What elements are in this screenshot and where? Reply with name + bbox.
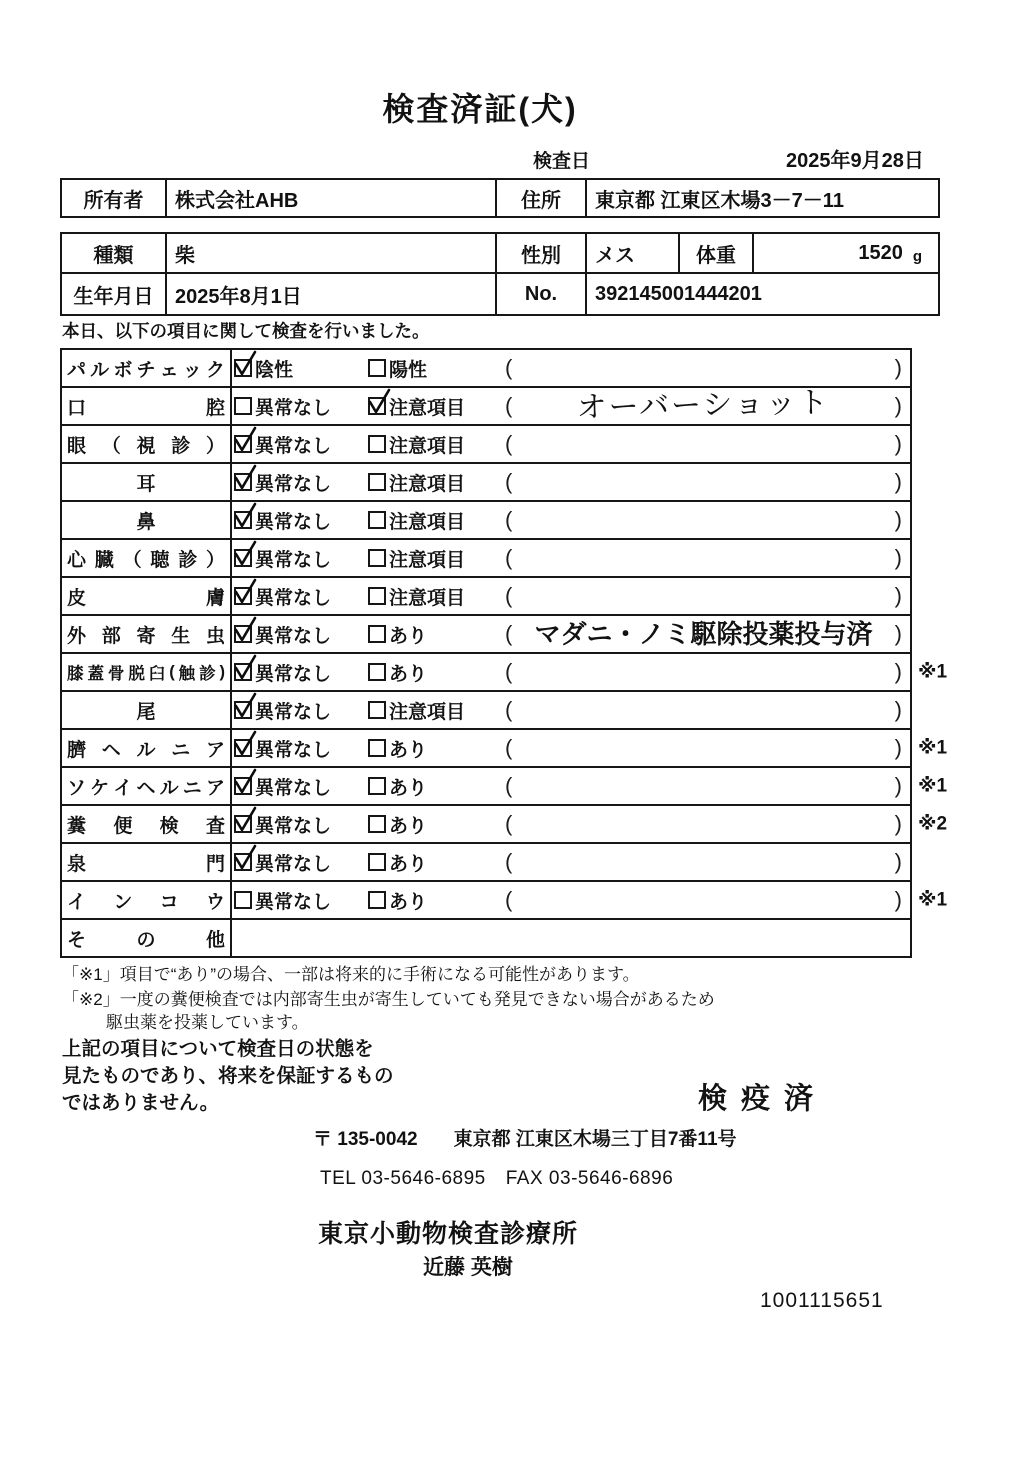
checklist-option-1 (234, 388, 331, 424)
sex-label: 性別 (497, 234, 587, 274)
checklist-option-1 (234, 350, 293, 386)
close-paren: ) (894, 849, 902, 874)
clinic-address-line (313, 1124, 737, 1151)
checklist-item-label: 外 部 寄 生 虫 (62, 616, 232, 652)
quarantine-stamp: 検疫済 (698, 1083, 828, 1115)
close-paren: ) (894, 355, 902, 380)
close-paren: ) (894, 431, 902, 456)
checklist-option-1 (234, 730, 331, 766)
close-paren: ) (894, 621, 902, 646)
option-2-text: 陽性 (389, 359, 428, 381)
note-text: オーバーショット (576, 386, 831, 425)
checklist-row (62, 920, 910, 958)
open-paren: ( (505, 735, 513, 760)
checklist-row (62, 730, 948, 768)
option-1-text: 異常なし (255, 587, 332, 609)
checklist-option-1 (234, 578, 331, 614)
breed-label: 種類 (62, 234, 167, 274)
checkbox-icon (368, 739, 386, 757)
birthdate-label: 生年月日 (62, 274, 167, 314)
checklist-option-2 (368, 540, 465, 576)
checklist-option-2 (368, 502, 465, 538)
weight-number: 1520 (858, 241, 903, 264)
checkbox-icon (234, 739, 252, 757)
footnote-1: 「※1」項目で“あり”の場合、一部は将来的に手術になる可能性があります。 (62, 965, 640, 984)
checklist-row (62, 768, 948, 806)
checklist-row (62, 540, 910, 578)
close-paren: ) (894, 659, 902, 684)
scan-artifact (0, 1418, 1013, 1468)
open-paren: ( (505, 431, 513, 456)
checklist-option-1 (234, 654, 331, 690)
close-paren: ) (894, 887, 902, 912)
close-paren: ) (894, 469, 902, 494)
note-area (505, 844, 902, 880)
open-paren: ( (505, 887, 513, 912)
note-area (505, 768, 902, 804)
option-2-text: あり (389, 663, 428, 685)
option-1-text: 異常なし (255, 739, 332, 761)
disclaimer-line-3: ではありません。 (62, 1092, 220, 1114)
checkbox-icon (368, 701, 386, 719)
checkbox-icon (234, 473, 252, 491)
checkbox-icon (234, 435, 252, 453)
close-paren: ) (894, 697, 902, 722)
checkbox-icon (368, 853, 386, 871)
checklist-option-2 (368, 844, 427, 880)
checklist-option-2 (368, 692, 465, 728)
note-area (505, 540, 902, 576)
option-2-text: 注意項目 (389, 587, 466, 609)
checklist-item-label: パ ル ボ チ ェ ッ ク (62, 350, 232, 386)
note-area (505, 692, 902, 728)
option-1-text: 異常なし (255, 435, 332, 457)
option-1-text: 異常なし (255, 891, 332, 913)
checklist-item-label: 耳 (62, 464, 232, 500)
checkbox-icon (368, 777, 386, 795)
checkbox-icon (368, 587, 386, 605)
reference-marker: ※2 (918, 813, 948, 835)
checklist-item-label: ソ ケ イ ヘ ル ニ ア (62, 768, 232, 804)
checklist-item-label: 臍 ヘ ル ニ ア (62, 730, 232, 766)
intro-text: 本日、以下の項目に関して検査を行いました。 (62, 321, 430, 341)
checklist-item-label: 皮 膚 (62, 578, 232, 614)
checklist-option-2 (368, 806, 427, 842)
note-area (505, 806, 902, 842)
checklist-item-label: 鼻 (62, 502, 232, 538)
close-paren: ) (894, 735, 902, 760)
option-2-text: 注意項目 (389, 701, 466, 723)
checklist-item-label: 口 腔 (62, 388, 232, 424)
owner-label: 所有者 (62, 180, 167, 216)
pet-info-table (60, 232, 940, 316)
weight-value (754, 234, 938, 274)
checklist-row (62, 388, 910, 426)
checkbox-icon (234, 359, 252, 377)
checkbox-icon (368, 891, 386, 909)
close-paren: ) (894, 545, 902, 570)
option-1-text: 異常なし (255, 473, 332, 495)
inspection-date-label: 検査日 (533, 151, 591, 172)
note-area (505, 578, 902, 614)
option-2-text: あり (389, 625, 428, 647)
checkbox-icon (234, 549, 252, 567)
checklist-row (62, 350, 910, 388)
option-1-text: 異常なし (255, 511, 332, 533)
checklist-item-label: 泉 門 (62, 844, 232, 880)
checkbox-icon (234, 853, 252, 871)
option-2-text: 注意項目 (389, 397, 466, 419)
inspection-date-value: 2025年9月28日 (786, 150, 924, 172)
open-paren: ( (505, 773, 513, 798)
note-area (505, 350, 902, 386)
checkbox-icon (368, 815, 386, 833)
disclaimer-text (62, 1036, 394, 1117)
clinic-postal-code: 〒 135-0042 (313, 1129, 418, 1150)
owner-value: 株式会社AHB (167, 180, 497, 216)
close-paren: ) (894, 507, 902, 532)
checkbox-icon (234, 891, 252, 909)
checklist-option-2 (368, 350, 427, 386)
checklist-item-label: 糞 便 検 査 (62, 806, 232, 842)
owner-address-label: 住所 (497, 180, 587, 216)
option-1-text: 異常なし (255, 663, 332, 685)
option-1-text: 異常なし (255, 815, 332, 837)
close-paren: ) (894, 583, 902, 608)
checkbox-icon (368, 625, 386, 643)
open-paren: ( (505, 507, 513, 532)
disclaimer-line-1: 上記の項目について検査日の状態を (62, 1038, 374, 1060)
checklist-option-2 (368, 768, 427, 804)
close-paren: ) (894, 393, 902, 418)
open-paren: ( (505, 469, 513, 494)
certificate-no-value: 392145001444201 (595, 282, 762, 305)
owner-address-value: 東京都 江東区木場3－7－11 (595, 189, 844, 212)
checklist-option-1 (234, 806, 331, 842)
option-1-text: 異常なし (255, 777, 332, 799)
checkbox-icon (234, 777, 252, 795)
checklist-option-2 (368, 730, 427, 766)
clinic-fax: FAX 03-5646-6896 (505, 1168, 674, 1189)
note-area (505, 464, 902, 500)
open-paren: ( (505, 393, 513, 418)
checklist-item-label: 尾 (62, 692, 232, 728)
clinic-tel: TEL 03-5646-6895 (320, 1168, 486, 1189)
open-paren: ( (505, 849, 513, 874)
checklist-row (62, 844, 910, 882)
checkbox-icon (234, 511, 252, 529)
note-area (505, 730, 902, 766)
open-paren: ( (505, 355, 513, 380)
owner-table (60, 178, 940, 218)
checklist-option-2 (368, 464, 465, 500)
birthdate-value: 2025年8月1日 (167, 274, 497, 314)
note-text: マダニ・ノミ駆除投薬投与済 (534, 619, 873, 649)
breed-value: 柴 (167, 234, 497, 274)
option-2-text: あり (389, 739, 428, 761)
note-area (505, 616, 902, 652)
page-title: 検査済証(犬) (382, 91, 578, 127)
checkbox-icon (368, 663, 386, 681)
checklist-option-2 (368, 616, 427, 652)
checklist-option-2 (368, 388, 465, 424)
certificate-serial-number: 1001115651 (760, 1289, 884, 1312)
checklist-option-2 (368, 578, 465, 614)
checklist-option-1 (234, 616, 331, 652)
option-1-text: 異常なし (255, 397, 332, 419)
option-2-text: あり (389, 815, 428, 837)
checkbox-icon (368, 473, 386, 491)
note-area (505, 502, 902, 538)
note-area (505, 654, 902, 690)
note-area (505, 426, 902, 462)
checklist-row (62, 502, 910, 540)
option-1-text: 異常なし (255, 625, 332, 647)
checkbox-icon (234, 397, 252, 415)
checklist-item-label: 心 臓 （ 聴 診 ） (62, 540, 232, 576)
checklist-option-1 (234, 426, 331, 462)
checklist-row (62, 616, 910, 654)
reference-marker: ※1 (918, 775, 948, 797)
open-paren: ( (505, 659, 513, 684)
reference-marker: ※1 (918, 737, 948, 759)
note-area (505, 388, 902, 424)
checklist-table (60, 348, 948, 958)
checklist-item-label: 眼 （ 視 診 ） (62, 426, 232, 462)
close-paren: ) (894, 773, 902, 798)
checklist-option-1 (234, 882, 331, 918)
weight-label: 体重 (680, 234, 754, 274)
checklist-option-1 (234, 692, 331, 728)
checkbox-icon (234, 625, 252, 643)
option-2-text: あり (389, 777, 428, 799)
checklist-row (62, 882, 948, 920)
reference-marker: ※1 (918, 889, 948, 911)
open-paren: ( (505, 811, 513, 836)
checkbox-icon (368, 397, 386, 415)
option-2-text: 注意項目 (389, 549, 466, 571)
checkbox-icon (234, 663, 252, 681)
clinic-phone-line (320, 1168, 673, 1190)
checklist-item-label: そ の 他 (62, 920, 232, 956)
disclaimer-line-2: 見たものであり、将来を保証するもの (62, 1065, 394, 1087)
checkbox-icon (368, 549, 386, 567)
footnote-2: 「※2」一度の糞便検査では内部寄生虫が寄生していても発見できない場合があるため (62, 990, 715, 1009)
close-paren: ) (894, 811, 902, 836)
weight-unit: g (912, 247, 922, 265)
open-paren: ( (505, 545, 513, 570)
checklist-row (62, 654, 948, 692)
option-1-text: 陰性 (255, 359, 294, 381)
clinic-name: 東京小動物検査診療所 (318, 1220, 579, 1248)
checklist-row (62, 806, 948, 844)
checklist-row (62, 464, 910, 502)
checklist-option-2 (368, 882, 427, 918)
option-2-text: 注意項目 (389, 511, 466, 533)
option-1-text: 異常なし (255, 853, 332, 875)
open-paren: ( (505, 697, 513, 722)
checklist-option-1 (234, 768, 331, 804)
checkbox-icon (234, 701, 252, 719)
checklist-option-1 (234, 844, 331, 880)
checklist-row (62, 692, 910, 730)
option-1-text: 異常なし (255, 549, 332, 571)
checkbox-icon (368, 435, 386, 453)
checklist-option-1 (234, 540, 331, 576)
checklist-option-2 (368, 654, 427, 690)
option-2-text: 注意項目 (389, 473, 466, 495)
checklist-row (62, 578, 910, 616)
clinic-address: 東京都 江東区木場三丁目7番11号 (453, 1129, 737, 1150)
option-2-text: あり (389, 891, 428, 913)
certificate-no-label: No. (497, 274, 587, 314)
checkbox-icon (368, 511, 386, 529)
option-1-text: 異常なし (255, 701, 332, 723)
open-paren: ( (505, 583, 513, 608)
note-area (505, 882, 902, 918)
checkbox-icon (368, 359, 386, 377)
option-2-text: あり (389, 853, 428, 875)
checklist-row (62, 426, 910, 464)
checkbox-icon (234, 587, 252, 605)
checklist-option-1 (234, 502, 331, 538)
veterinarian-name: 近藤 英樹 (423, 1256, 513, 1279)
footnote-2-continued: 駆虫薬を投薬しています。 (106, 1013, 309, 1032)
checklist-option-1 (234, 464, 331, 500)
checklist-option-2 (368, 426, 465, 462)
checklist-item-label: 膝 蓋 骨 脱 臼 ( 触 診 ) (62, 654, 232, 690)
open-paren: ( (505, 621, 513, 646)
reference-marker: ※1 (918, 661, 948, 683)
checkbox-icon (234, 815, 252, 833)
sex-value: メス (587, 234, 680, 274)
checklist-item-label: イ ン コ ウ (62, 882, 232, 918)
option-2-text: 注意項目 (389, 435, 466, 457)
